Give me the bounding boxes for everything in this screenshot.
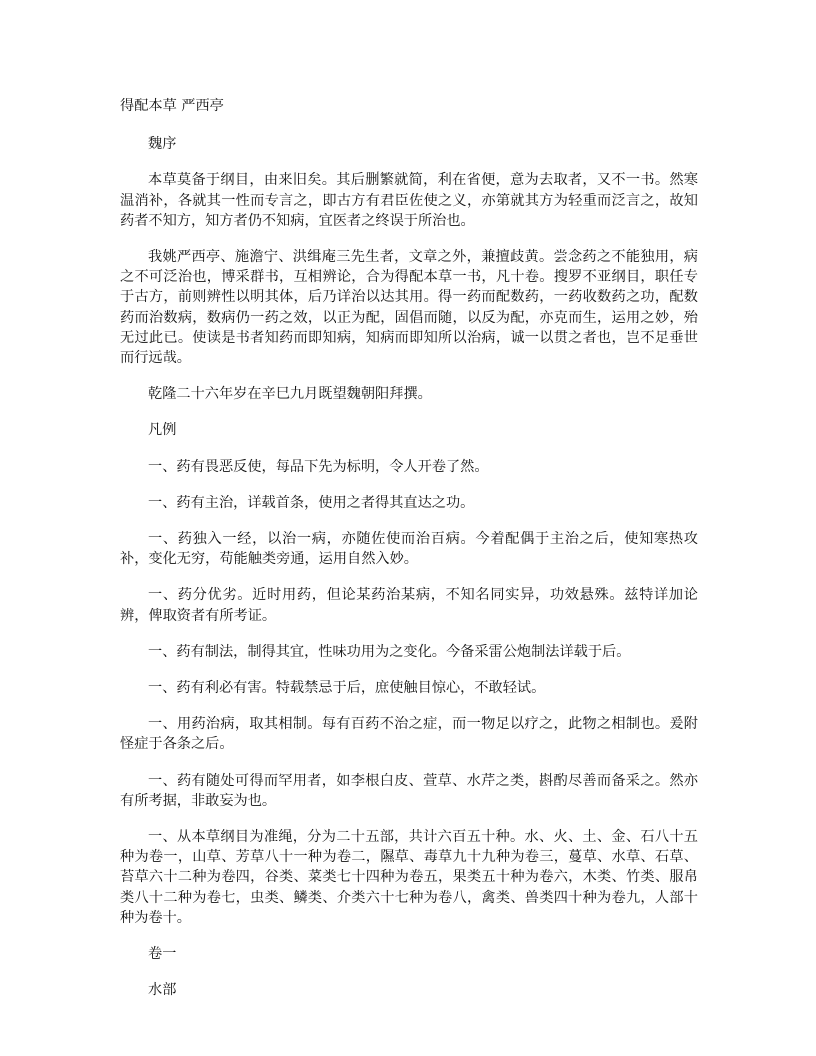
- fanli-item: 一、药独入一经，以治一病，亦随佐使而治百病。今着配偶于主治之后，使知寒热攻补，变化无穷，苟能触类旁通，运用自然入妙。: [120, 531, 698, 568]
- document-title: 得配本草 严西亭: [120, 98, 224, 114]
- preface-signature: 乾隆二十六年岁在辛巳九月既望魏朝阳拜撰。: [148, 386, 432, 403]
- fanli-item: 一、药有利必有害。特载禁忌于后，庶使触目惊心，不敢轻试。: [148, 680, 546, 697]
- fanli-item: 一、药有主治，详载首条，使用之者得其直达之功。: [148, 494, 475, 511]
- section-heading: 水部: [148, 982, 177, 999]
- preface-heading: 魏序: [148, 136, 177, 153]
- fanli-item: 一、用药治病，取其相制。每有百药不治之症，而一物足以疗之，此物之相制也。爰附怪症于各条之后。: [120, 716, 698, 753]
- volume-heading: 卷一: [148, 946, 177, 963]
- preface-paragraph: 本草莫备于纲目，由来旧矣。其后删繁就简，利在省便，意为去取者，又不一书。然寒温消补，各就其一性而专言之，即古方有君臣佐使之义，亦第就其方为轻重而泛言之，故知药者不知方，知方者仍不知病，宜医者之终误于所治也。: [120, 172, 698, 229]
- fanli-item: 一、药有随处可得而罕用者，如李根白皮、萱草、水芹之类，斟酌尽善而备采之。然亦有所考据，非敢妄为也。: [120, 772, 698, 809]
- fanli-item: 一、药有畏恶反使，每品下先为标明，令人开卷了然。: [148, 458, 489, 475]
- preface-paragraph: 我姚严西亭、施澹宁、洪缉庵三先生者，文章之外，兼擅歧黄。尝念药之不能独用，病之不可泛治也，博采群书，互相辨论，合为得配本草一书，凡十卷。搜罗不亚纲目，职任专于古方，前则辨性以明其体，后乃详治以达其用。得一药而配数药，一药收数药之功，配数药而治数病，数病仍一药之效，以正为配，固倡而随，以反为配，亦克而生，运用之妙，殆无过此已。使读是书者知药而即知病，知病而即知所以治病，诚一以贯之者也，岂不足垂世而行远哉。: [120, 249, 698, 367]
- document-page: [120, 96, 698, 1017]
- fanli-item: 一、药分优劣。近时用药，但论某药治某病，不知名同实异，功效悬殊。兹特详加论辨，俾取资者有所考证。: [120, 587, 698, 624]
- fanli-item: 一、从本草纲目为准绳，分为二十五部，共计六百五十种。水、火、土、金、石八十五种为卷一，山草、芳草八十一种为卷二，隰草、毒草九十九种为卷三，蔓草、水草、石草、苔草六十二种为卷四，谷类、菜类七十四种为卷五，果类五十种为卷六，木类、竹类、服帛类八十二种为卷七，虫类、鳞类、介类六十七种为卷八，禽类、兽类四十种为卷九，人部十种为卷十。: [120, 829, 698, 926]
- fanli-item: 一、药有制法，制得其宜，性味功用为之变化。今备采雷公炮制法详载于后。: [148, 643, 631, 660]
- fanli-heading: 凡例: [148, 422, 177, 439]
